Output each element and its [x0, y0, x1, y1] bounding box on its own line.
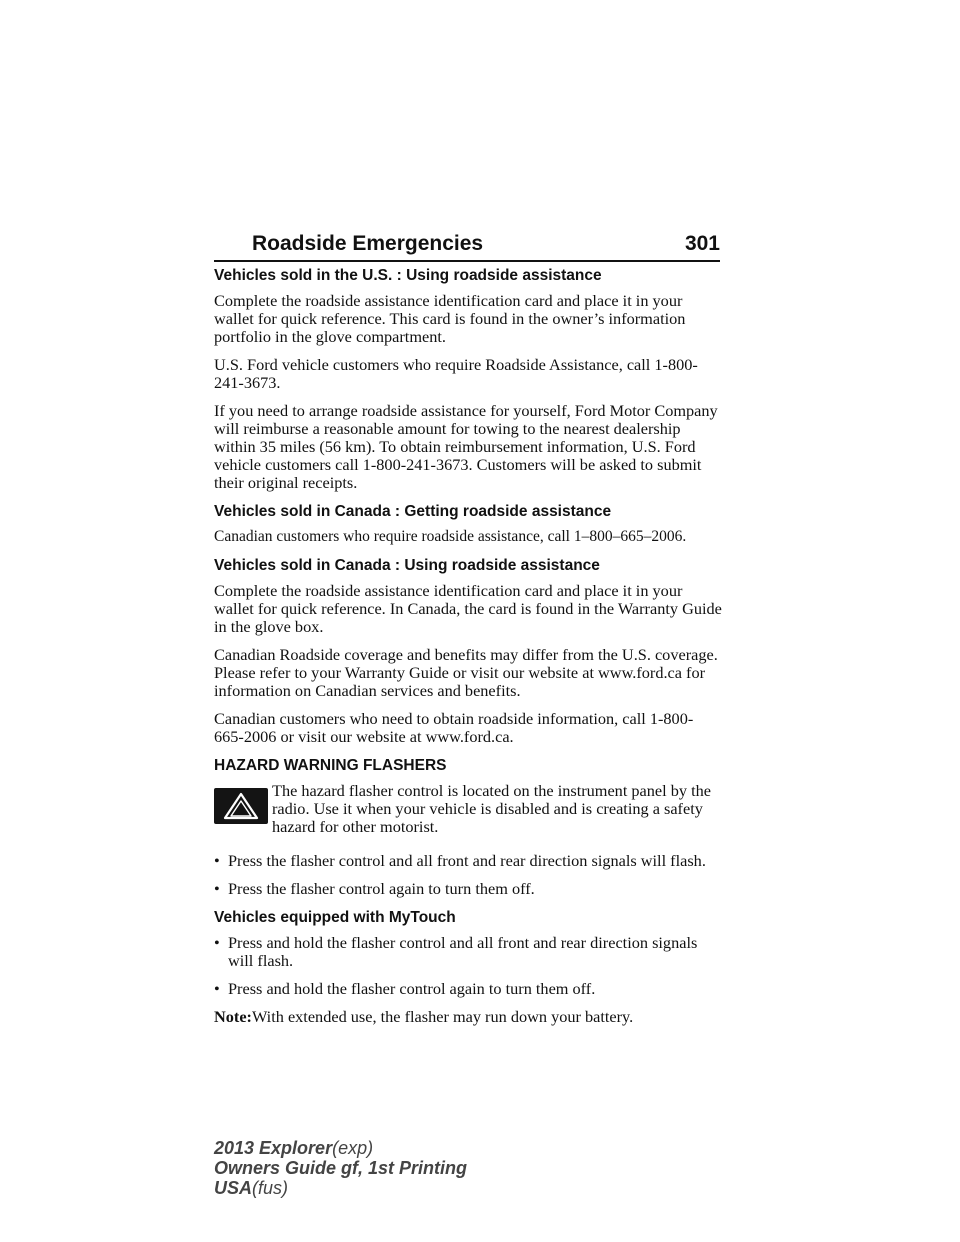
us-using-paragraph-1: Complete the roadside assistance identification card and place it in your wallet for quick reference. This card is found in the owner’s information portfolio in the glove compartment. — [214, 291, 686, 346]
footer-market-code: (fus) — [252, 1178, 289, 1198]
page-content — [214, 266, 722, 1036]
list-item — [214, 852, 722, 870]
bullet-glyph: • — [214, 879, 220, 898]
bullet-glyph: • — [214, 851, 220, 870]
list-item-text: Press and hold the flasher control again to turn them off. — [228, 979, 596, 998]
mytouch-bullet-list — [214, 934, 722, 998]
bullet-glyph: • — [214, 979, 220, 998]
heading-canada-getting: Vehicles sold in Canada : Getting roadside assistance — [214, 503, 612, 520]
hazard-bullet-list — [214, 852, 722, 898]
canada-using-paragraph-2: Canadian Roadside coverage and benefits may differ from the U.S. coverage. Please refer to your Warranty Guide or visit our website at www.ford.ca for information on Canadian services and benefits. — [214, 645, 718, 700]
page-header — [214, 228, 720, 262]
section-title: Roadside Emergencies — [252, 232, 484, 255]
hazard-description: The hazard flasher control is located on the instrument panel by the radio. Use it when your vehicle is disabled and is creating a safety hazard for other motorist. — [272, 781, 711, 836]
footer-market: USA — [214, 1178, 253, 1198]
list-item-text: Press the flasher control and all front and rear direction signals will flash. — [228, 851, 706, 870]
footer-model-code: (exp) — [332, 1138, 374, 1158]
bullet-glyph: • — [214, 933, 220, 952]
us-using-paragraph-3: If you need to arrange roadside assistance for yourself, Ford Motor Company will reimburse a reasonable amount for towing to the nearest dealership within 35 miles (56 km). To obtain reimbursement information, U.S. Ford vehicle customers call 1-800-241-3673. Customers will be asked to submit their original receipts. — [214, 401, 718, 492]
canada-using-paragraph-3: Canadian customers who need to obtain roadside information, call 1-800-665-2006 or visit our website at www.ford.ca. — [214, 709, 694, 746]
canada-using-paragraph-1: Complete the roadside assistance identification card and place it in your wallet for quick reference. In Canada, the card is found in the Warranty Guide in the glove box. — [214, 581, 722, 636]
note-label: Note: — [214, 1007, 252, 1026]
list-item — [214, 880, 722, 898]
page-number: 301 — [684, 232, 720, 255]
us-using-paragraph-2: U.S. Ford vehicle customers who require Roadside Assistance, call 1-800-241-3673. — [214, 355, 698, 392]
list-item — [214, 934, 722, 970]
list-item-text: Press the flasher control again to turn them off. — [228, 879, 535, 898]
footer-line-3 — [214, 1178, 467, 1198]
note-paragraph — [214, 1008, 722, 1026]
footer-line-1 — [214, 1138, 467, 1158]
footer-model: 2013 Explorer — [214, 1138, 333, 1158]
heading-canada-using: Vehicles sold in Canada : Using roadside assistance — [214, 557, 600, 574]
list-item-text: Press and hold the flasher control and all front and rear direction signals will flash. — [228, 933, 698, 970]
heading-us-using: Vehicles sold in the U.S. : Using roadside assistance — [214, 267, 602, 284]
list-item — [214, 980, 722, 998]
heading-hazard-flashers: HAZARD WARNING FLASHERS — [214, 757, 447, 774]
note-text: With extended use, the flasher may run down your battery. — [251, 1007, 634, 1026]
hazard-triangle-icon — [214, 788, 268, 824]
footer-line-2: Owners Guide gf, 1st Printing — [214, 1158, 468, 1178]
canada-getting-paragraph: Canadian customers who require roadside assistance, call 1–800–665–2006. — [214, 528, 687, 545]
heading-mytouch: Vehicles equipped with MyTouch — [214, 909, 456, 926]
print-footer — [214, 1138, 467, 1198]
hazard-block — [214, 782, 722, 842]
